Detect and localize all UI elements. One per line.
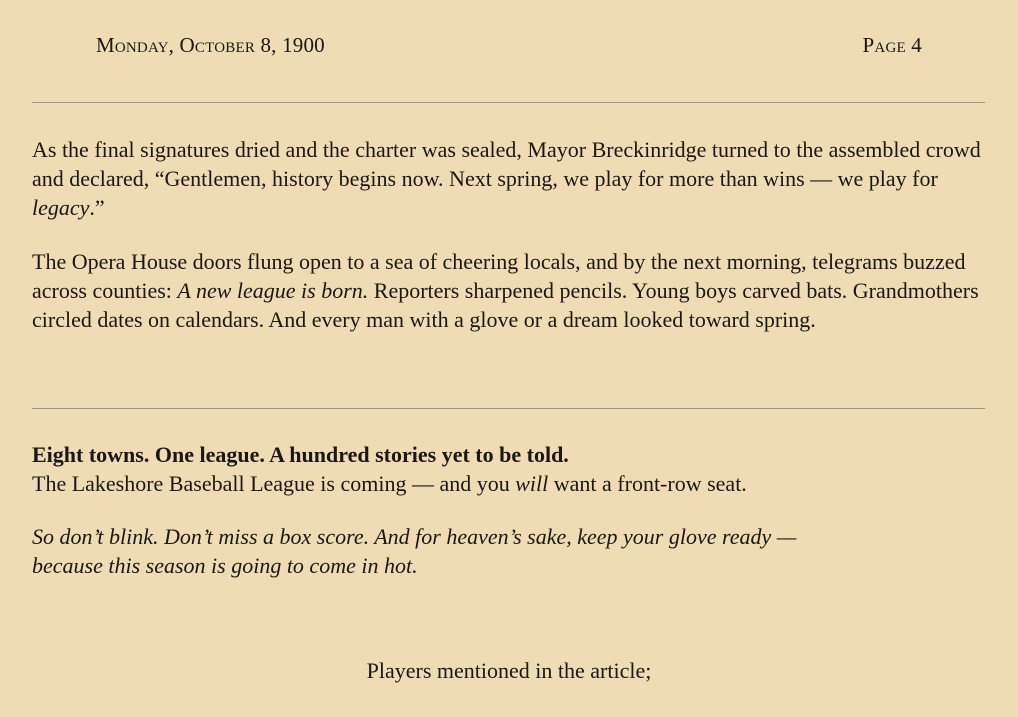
- paragraph-text: The Opera House doors flung open to a sea of cheering locals, and by the next morning, telegrams buzzed across counties:: [32, 249, 966, 303]
- page-header: [96, 33, 922, 61]
- article-paragraph-opera-house: [32, 247, 992, 334]
- paragraph-text: As the final signatures dried and the charter was sealed, Mayor Breckinridge turned to the assembled crowd and declared, “Gentlemen, history begins now. Next spring, we play for more than wins — we play for: [32, 137, 981, 191]
- page-number: Page 4: [862, 33, 922, 57]
- closing-paragraph: [32, 522, 992, 580]
- league-announcement: [32, 440, 992, 498]
- emphasis-will: will: [515, 471, 549, 496]
- paragraph-text-end: Reporters sharpened pencils. Young boys carved bats. Grandmothers circled dates on calendars. And every man with a glove or a dream looked toward spring.: [32, 278, 979, 332]
- announcement-headline: Eight towns. One league. A hundred stories yet to be told.: [32, 442, 569, 467]
- closing-line-2: because this season is going to come in hot.: [32, 553, 418, 578]
- top-divider: [32, 102, 985, 103]
- announcement-text: The Lakeshore Baseball League is coming — and you: [32, 471, 516, 496]
- section-divider: [32, 408, 985, 409]
- emphasis-legacy: legacy: [32, 195, 90, 220]
- announcement-text-end: want a front-row seat.: [548, 471, 747, 496]
- issue-date: Monday, October 8, 1900: [96, 33, 325, 57]
- article-paragraph-charter: [32, 135, 992, 222]
- players-caption: Players mentioned in the article;: [366, 658, 652, 683]
- paragraph-text-end: .”: [89, 195, 105, 220]
- closing-line-1: So don’t blink. Don’t miss a box score. And for heaven’s sake, keep your glove ready —: [32, 524, 797, 549]
- emphasis-new-league: A new league is born.: [177, 278, 369, 303]
